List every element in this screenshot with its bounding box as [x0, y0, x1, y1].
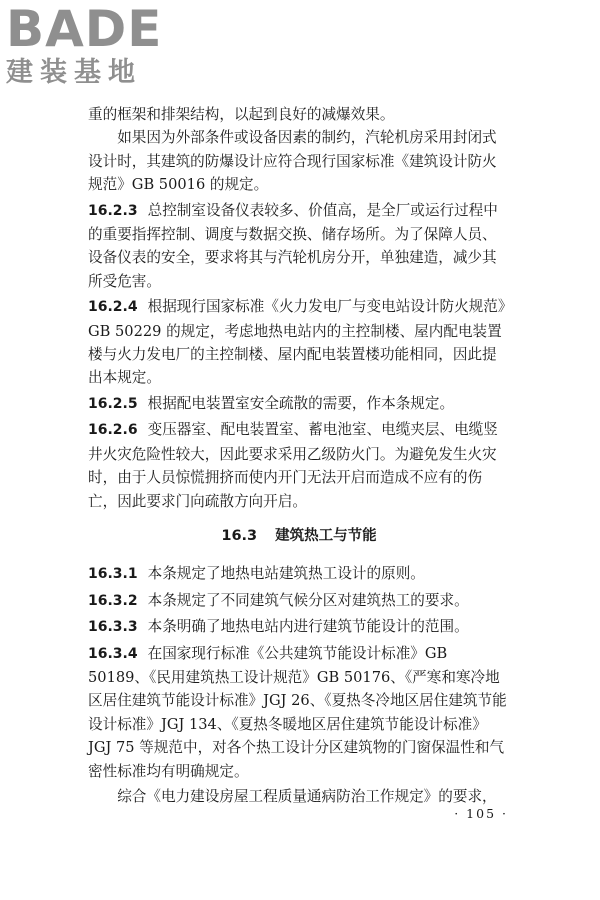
- clause-16-3-3: [88, 615, 510, 639]
- clause-text: 本条规定了地热电站建筑热工设计的原则。: [147, 565, 425, 583]
- clause-text: 变压器室、配电装置室、蓄电池室、电缆夹层、电缆竖井火灾危险性较大，因此要求采用乙级防火门。为避免发生火灾时，由于人员惊慌拥挤而使内开门无法开启而造成不应有的伤亡，因此要求门向疏散方向开启。: [88, 421, 498, 510]
- paragraph: 如果因为外部条件或设备因素的制约，汽轮机房采用封闭式设计时，其建筑的防爆设计应符合现行国家标准《建筑设计防火规范》GB 50016 的规定。: [88, 129, 497, 194]
- clause-16-2-6: [88, 418, 510, 513]
- clause-number: 16.2.3: [88, 202, 138, 219]
- clause-16-2-5: [88, 392, 510, 416]
- clause-text: 本条明确了地热电站内进行建筑节能设计的范围。: [147, 618, 469, 636]
- paragraph: 综合《电力建设房屋工程质量通病防治工作规定》的要求，: [117, 787, 497, 805]
- clause-16-3-2: [88, 589, 510, 613]
- logo-subtitle: 建装基地: [6, 57, 142, 88]
- clause-number: 16.2.4: [88, 299, 138, 316]
- clause-text: 根据配电装置室安全疏散的需要，作本条规定。: [147, 394, 455, 412]
- clause-16-2-3: [88, 199, 510, 294]
- clause-text: 总控制室设备仪表较多、价值高，是全厂或运行过程中的重要指挥控制、调度与数据交换、储存场所。为了保障人员、设备仪表的安全，要求将其与汽轮机房分开，单独建造，减少其所受危害。: [88, 201, 498, 290]
- clause-16-3-1: [88, 562, 510, 586]
- clause-text: 在国家现行标准《公共建筑节能设计标准》GB 50189、《民用建筑热工设计规范》GB 50176、《严寒和寒冷地区居住建筑节能设计标准》JGJ 26、《夏热冬冷地区居住建筑节能设计标准》JGJ 134、《夏热冬暖地区居住建筑节能设计标准》JGJ 75 等规范中，对各个热工设计分区建筑物的门窗保温性和气密性标准均有明确规定。: [88, 644, 507, 780]
- clause-number: 16.3.2: [88, 592, 138, 609]
- clause-text: 根据现行国家标准《火力发电厂与变电站设计防火规范》GB 50229 的规定，考虑地热电站内的主控制楼、屋内配电装置楼与火力发电厂的主控制楼、屋内配电装置楼功能相同，因此提出本规定。: [88, 298, 506, 387]
- page-number: · 105 ·: [454, 806, 508, 821]
- clause-text: 本条规定了不同建筑气候分区对建筑热工的要求。: [147, 591, 469, 609]
- section-heading: [88, 525, 510, 548]
- logo-brand: BADE: [6, 0, 163, 58]
- watermark-logo: [6, 0, 163, 90]
- clause-16-3-4: [88, 642, 510, 783]
- clause-number: 16.3.4: [88, 645, 138, 662]
- page-body: [88, 103, 510, 808]
- clause-number: 16.2.5: [88, 395, 138, 412]
- clause-number: 16.2.6: [88, 422, 138, 439]
- clause-16-2-4: [88, 295, 510, 390]
- clause-number: 16.3.3: [88, 619, 138, 636]
- paragraph-continuation: 重的框架和排架结构，以起到良好的减爆效果。: [88, 106, 395, 123]
- clause-number: 16.3.1: [88, 566, 138, 583]
- section-title-text: 建筑热工与节能: [275, 527, 377, 544]
- section-number: 16.3: [221, 527, 258, 544]
